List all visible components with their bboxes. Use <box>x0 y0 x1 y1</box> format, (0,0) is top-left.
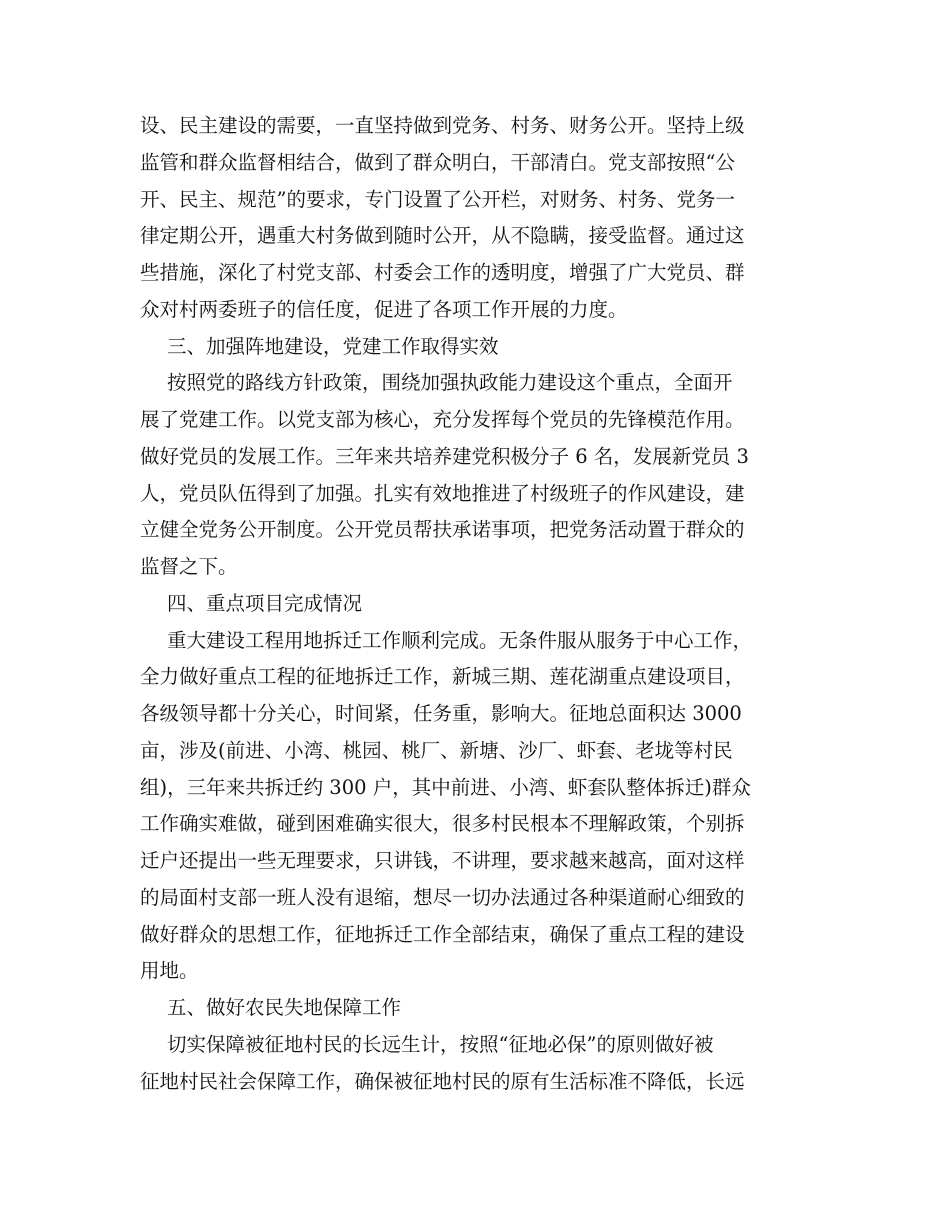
text-line: 监督之下。 <box>140 555 238 578</box>
text-line: 做好群众的思想工作，征地拆迁工作全部结束，确保了重点工程的建设 <box>140 923 745 946</box>
text-line: 全力做好重点工程的征地拆迁工作，新城三期、莲花湖重点建设项目， <box>140 665 745 688</box>
section-heading: 五、做好农民失地保障工作 <box>167 996 402 1019</box>
text-line: 各级领导都十分关心，时间紧，任务重，影响大。征地总面积达 3000 <box>140 702 742 725</box>
text-line: 展了党建工作。以党支部为核心，充分发挥每个党员的先锋模范作用。 <box>140 408 745 431</box>
section-heading: 四、重点项目完成情况 <box>167 592 363 615</box>
text-line: 设、民主建设的需要，一直坚持做到党务、村务、财务公开。坚持上级 <box>140 114 745 137</box>
text-line: 众对村两委班子的信任度，促进了各项工作开展的力度。 <box>140 298 628 321</box>
paragraph-first-line: 切实保障被征地村民的长远生计，按照“征地必保”的原则做好被 <box>167 1033 714 1056</box>
text-line: 亩，涉及(前进、小湾、桃园、桃厂、新塘、沙厂、虾套、老垅等村民 <box>140 739 733 762</box>
text-line: 些措施，深化了村党支部、村委会工作的透明度，增强了广大党员、群 <box>140 261 745 284</box>
text-line: 监管和群众监督相结合，做到了群众明白，干部清白。党支部按照“公 <box>140 151 735 174</box>
text-line: 工作确实难做，碰到困难确实很大，很多村民根本不理解政策，个别拆 <box>140 812 745 835</box>
text-line: 的局面村支部一班人没有退缩，想尽一切办法通过各种渠道耐心细致的 <box>140 886 745 909</box>
text-line: 开、民主、规范”的要求，专门设置了公开栏，对财务、村务、党务一 <box>140 188 735 211</box>
section-heading: 三、加强阵地建设，党建工作取得实效 <box>167 335 499 358</box>
text-line: 律定期公开，遇重大村务做到随时公开，从不隐瞒，接受监督。通过这 <box>140 224 745 247</box>
text-line: 用地。 <box>140 959 199 982</box>
text-line: 人，党员队伍得到了加强。扎实有效地推进了村级班子的作风建设，建 <box>140 482 745 505</box>
paragraph-first-line: 按照党的路线方针政策，围绕加强执政能力建设这个重点，全面开 <box>167 371 733 394</box>
text-line: 立健全党务公开制度。公开党员帮扶承诺事项，把党务活动置于群众的 <box>140 518 745 541</box>
paragraph-first-line: 重大建设工程用地拆迁工作顺利完成。无条件服从服务于中心工作， <box>167 629 753 652</box>
text-line: 组)，三年来共拆迁约 300 户，其中前进、小湾、虾套队整体拆迁)群众 <box>140 776 751 799</box>
text-line: 迁户还提出一些无理要求，只讲钱，不讲理，要求越来越高，面对这样 <box>140 849 745 872</box>
text-line: 做好党员的发展工作。三年来共培养建党积极分子 6 名，发展新党员 3 <box>140 445 749 468</box>
text-line: 征地村民社会保障工作，确保被征地村民的原有生活标准不降低，长远 <box>140 1070 745 1093</box>
